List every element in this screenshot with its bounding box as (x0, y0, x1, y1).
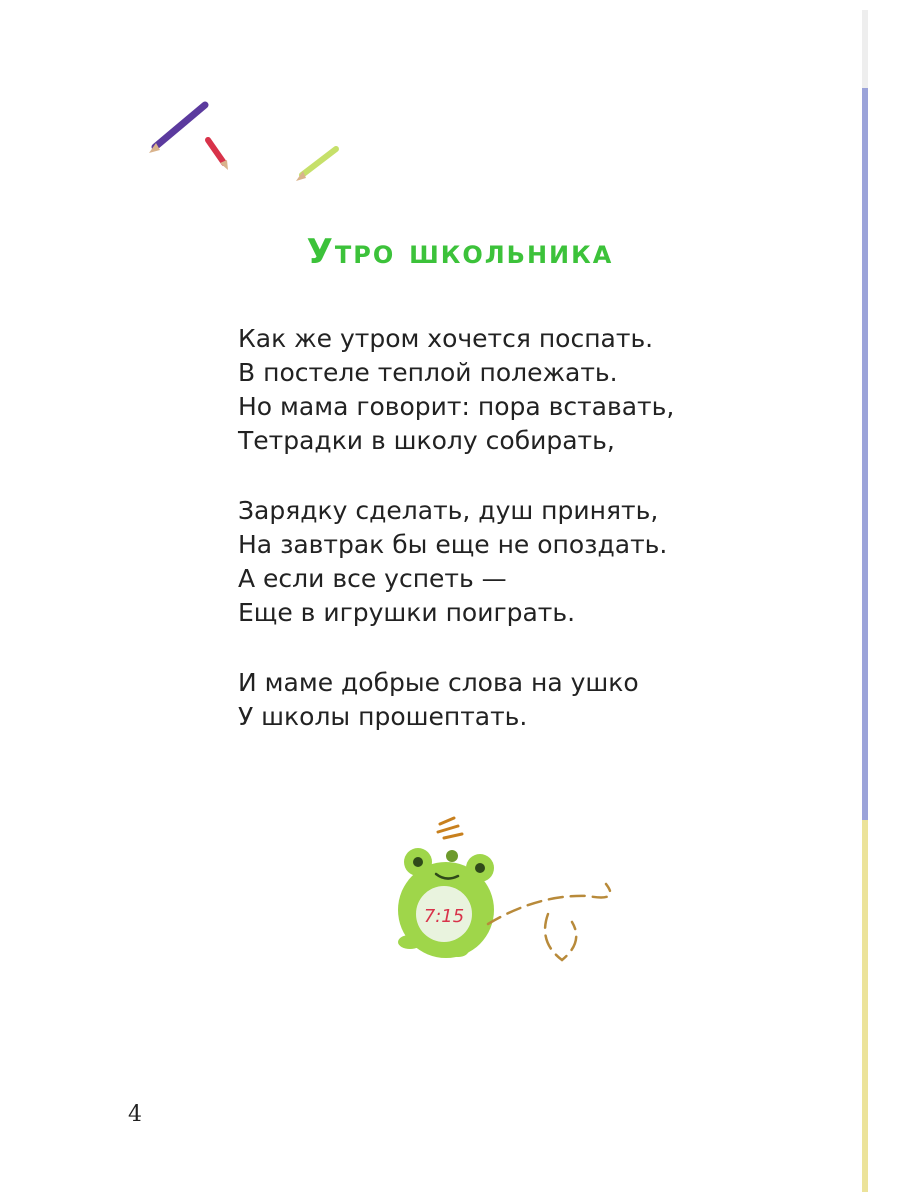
green-pencil-icon (296, 149, 336, 181)
frog-alarm-clock-icon (388, 810, 638, 970)
poem-line: В постеле теплой полежать. (238, 358, 618, 387)
page-edge-top (862, 10, 868, 88)
stanza-1 (238, 322, 838, 458)
page-number: 4 (128, 1102, 142, 1127)
poem-line: Тетрадки в школу собирать, (238, 426, 615, 455)
poem-line: Как же утром хочется поспать. (238, 324, 654, 353)
poem-body (238, 322, 838, 770)
stanza-3 (238, 666, 838, 734)
poem-line: Еще в игрушки поиграть. (238, 598, 576, 627)
poem-line: И маме добрые слова на ушко (238, 668, 639, 697)
page-edge-yellow (862, 820, 868, 1192)
red-pencil-icon (208, 140, 228, 170)
poem-line: А если все успеть — (238, 564, 507, 593)
poem-line: Но мама говорит: пора вставать, (238, 392, 675, 421)
clock-time: 7:15 (423, 906, 465, 927)
page-edge-blue (862, 88, 868, 820)
poem-line: Зарядку сделать, душ принять, (238, 496, 659, 525)
poem-title: Утро школьника (306, 232, 614, 272)
poem-line: На завтрак бы еще не опоздать. (238, 530, 668, 559)
pencils-illustration (140, 95, 360, 205)
poem-line: У школы прошептать. (238, 702, 528, 731)
purple-pencil-icon (149, 105, 205, 153)
stanza-2 (238, 494, 838, 630)
